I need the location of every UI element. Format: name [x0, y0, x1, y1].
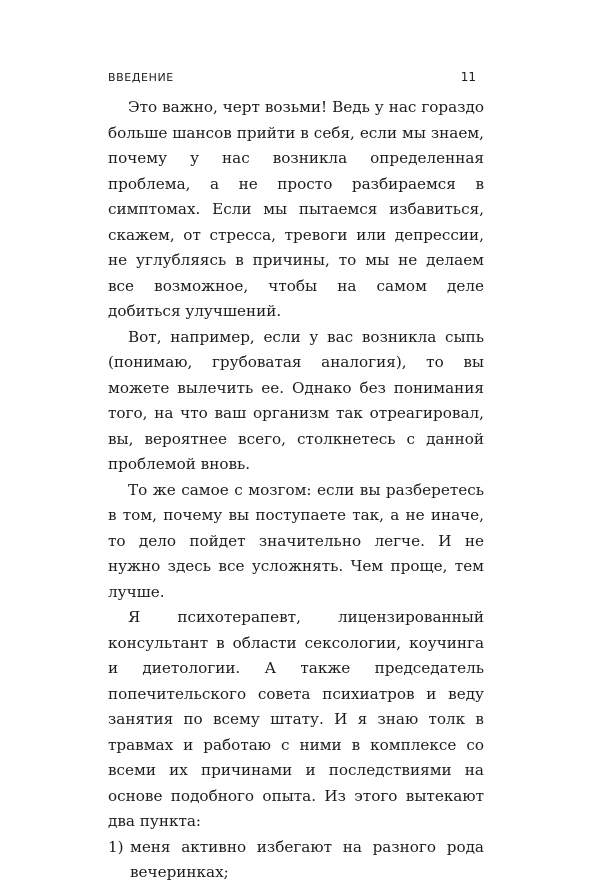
list-item-number: 1)	[108, 837, 124, 856]
section-title: ВВЕДЕНИЕ	[108, 71, 174, 84]
paragraph: Вот, например, если у вас возникла сыпь (понимаю, грубоватая аналогия), то вы можете вылечить ее. Однако без понимания того, на что ваш организм так отреагировал, вы, вероятнее всего, столкнетесь с данной проблемой вновь.	[108, 327, 484, 473]
running-header	[108, 70, 476, 84]
paragraph: Это важно, черт возьми! Ведь у нас гораздо больше шансов прийти в себя, если мы знаем, почему у нас возникла определенная проблема, а не просто разбираемся в симптомах. Если мы пытаемся избавиться, скажем, от стресса, тревоги или депрессии, не углубляясь в причины, то мы не делаем все возможное, чтобы на самом деле добиться улучшений.	[108, 98, 484, 320]
paragraph: То же самое с мозгом: если вы разберетесь в том, почему вы поступаете так, а не иначе, то дело пойдет значительно легче. И не нужно здесь все усложнять. Чем проще, тем лучше.	[108, 480, 484, 601]
list-item-text: меня активно избегают на разного рода вечеринках;	[130, 837, 484, 881]
paragraph: Я психотерапевт, лицензированный консультант в области сексологии, коучинга и диетологии. А также председатель попечительского совета психиатров и веду занятия по всему штату. И я знаю толк в травмах и работаю с ними в комплексе со всеми их причинами и последствиями на основе подобного опыта. Из этого вытекают два пункта:	[108, 608, 484, 830]
numbered-list	[108, 835, 484, 886]
body-text	[108, 95, 484, 886]
page-number: 11	[460, 70, 476, 84]
list-item	[108, 835, 484, 886]
